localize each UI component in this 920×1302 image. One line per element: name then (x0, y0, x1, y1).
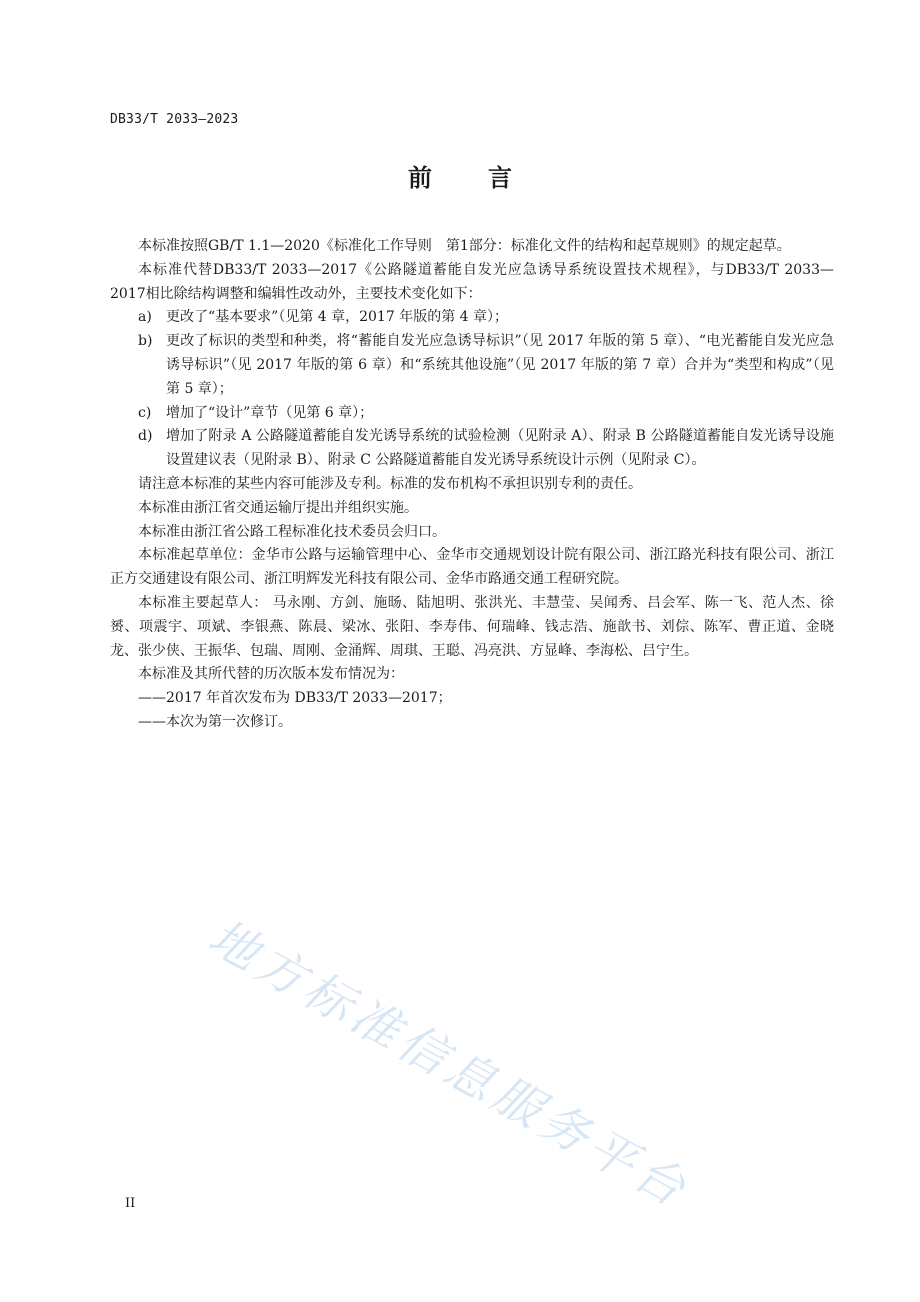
paragraph-replacement: 本标准代替DB33/T 2033—2017《公路隧道蓄能自发光应急诱导系统设置技术规程》，与DB33/T 2033—2017相比除结构调整和编辑性改动外，主要技术变化如下： (110, 261, 834, 302)
document-body (110, 235, 834, 735)
paragraph-patent-notice: 请注意本标准的某些内容可能涉及专利。标准的发布机构不承担识别专利的责任。 (138, 475, 642, 492)
list-item (110, 330, 834, 401)
list-item-text: 增加了“设计”章节（见第 6 章）； (166, 404, 374, 421)
paragraph-drafters: 本标准主要起草人： 马永刚、方剑、施旸、陆旭明、张洪光、丰慧莹、吴闻秀、吕会军、陈一飞、范人杰、徐赟、项震宇、项斌、李银燕、陈晨、梁冰、张阳、李寿伟、何瑞峰、钱志浩、施歆书、刘倧、陈军、曹正道、金晓龙、张少侠、王振华、包瑞、周刚、金涌辉、周琪、王聪、冯亮洪、方显峰、李海松、吕宁生。 (110, 594, 834, 659)
list-marker: b) (138, 333, 153, 350)
list-item (110, 306, 834, 330)
list-item (110, 402, 834, 426)
list-item-text: 更改了标识的类型和种类，将“蓄能自发光应急诱导标识”（见 2017 年版的第 5 章）、“电光蓄能自发光应急诱导标识”（见 2017 年版的第 6 章）和“系统其他设施”（见 2017 年版的第 7 章）合并为“类型和构成”（见第 5 章）； (166, 333, 834, 397)
list-marker: d) (138, 428, 153, 445)
page-number: II (125, 1196, 136, 1211)
watermark: 地方标准信息服务平台 (199, 908, 699, 1220)
version-history-item: ——本次为第一次修订。 (138, 713, 292, 730)
paragraph-drafting-units: 本标准起草单位：金华市公路与运输管理中心、金华市交通规划设计院有限公司、浙江路光科技有限公司、浙江正方交通建设有限公司、浙江明辉发光科技有限公司、金华市路通交通工程研究院。 (110, 547, 834, 588)
standard-code: DB33/T 2033—2023 (110, 112, 239, 127)
list-marker: c) (138, 404, 152, 421)
list-item-text: 更改了“基本要求”（见第 4 章，2017 年版的第 4 章）； (166, 309, 509, 326)
paragraph-proposer: 本标准由浙江省交通运输厅提出并组织实施。 (138, 499, 418, 516)
version-history-item: ——2017 年首次发布为 DB33/T 2033—2017； (138, 690, 452, 707)
list-marker: a) (138, 309, 152, 326)
list-item (110, 425, 834, 473)
paragraph-version-history: 本标准及其所代替的历次版本发布情况为： (138, 666, 404, 683)
paragraph-committee: 本标准由浙江省公路工程标准化技术委员会归口。 (138, 523, 446, 540)
list-item-text: 增加了附录 A 公路隧道蓄能自发光诱导系统的试验检测（见附录 A）、附录 B 公路隧道蓄能自发光诱导设施设置建议表（见附录 B）、附录 C 公路隧道蓄能自发光诱导系统设计示例（见附录 C）。 (166, 428, 834, 469)
paragraph-drafting-basis: 本标准按照GB/T 1.1—2020《标准化工作导则 第1部分：标准化文件的结构和起草规则》的规定起草。 (138, 238, 791, 254)
page-title: 前言 (408, 164, 568, 192)
